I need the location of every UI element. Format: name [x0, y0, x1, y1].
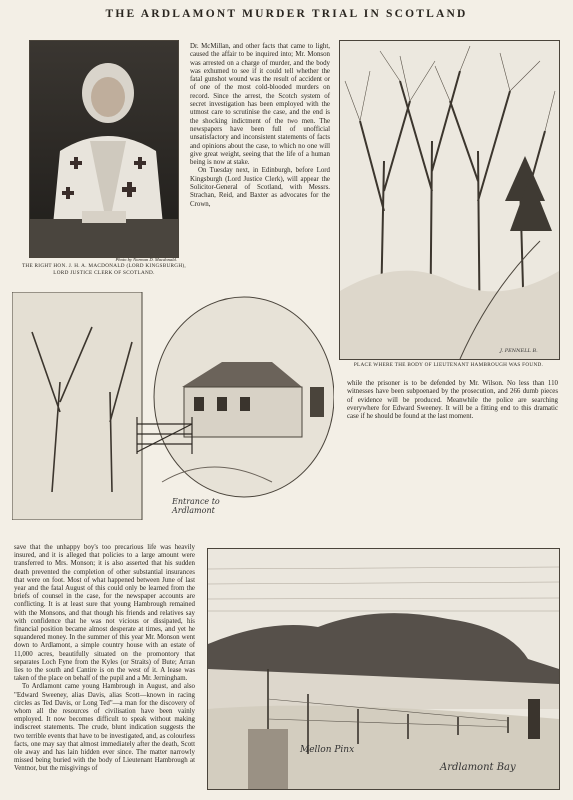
paragraph: save that the unhappy boy's too precarious life was heavily insured, and it is alleged that policies to a large amount were transferred to Mrs. Monson; it is also asserted that his sudden death prevented the completion of other substantial insurances that were on foot. Most of what happened between June of last year and the fatal August of this could only be learned from the briefs of counsel in the case, for the newspaper accounts are conflicting. It is at least sure that young Hambrough remained with the Monsons, and that though his friends and relatives say with confidence that he was not vicious or dissipated, his financial position became almost desperate at times, and yet he squandered money. In the summer of this year Mr. Monson went down to Ardlamont, a simple country house with an estate of 11,000 acres, beautifully situated on the promontory that separates Loch Fyne from the Kyles (or Straits) of Bute; Arran lies to the south and Cantire is on the west of it. A lease was taken of the place on behalf of the pupil and a Mr. Jerningham. — [14, 544, 195, 683]
bay-signature: Ardlamont Bay — [440, 762, 516, 773]
text-column-top — [190, 43, 330, 209]
portrait-caption-line2: LORD JUSTICE CLERK OF SCOTLAND. — [53, 270, 155, 276]
paragraph: while the prisoner is to be defended by Mr. Wilson. No less than 110 witnesses have been subpoenaed by the prosecution, and 266 dumb pieces of evidence will be produced. Meanwhile the police are searching everywhere for Edward Sweeney. It will be a fitting end to this dramatic case if he should be found at the last moment. — [347, 380, 558, 421]
entrance-illustration — [12, 292, 334, 520]
portrait-caption-line1: THE RIGHT HON. J. H. A. MACDONALD (LORD KINGSBURGH), — [21, 263, 187, 269]
trees-signature: J. PENNELL B. — [500, 348, 538, 354]
trees-caption: PLACE WHERE THE BODY OF LIEUTENANT HAMBROUGH WAS FOUND. — [353, 362, 544, 368]
portrait-credit: Photo by Norman D. Macdonald. — [115, 257, 177, 262]
bay-illustration — [207, 548, 560, 790]
entrance-signature: Entrance to Ardlamont — [172, 497, 220, 515]
portrait-illustration — [29, 40, 179, 258]
portrait-caption — [14, 263, 194, 277]
paragraph: To Ardlamont came young Hambrough in August, and also "Edward Sweeney, alias Davis, alias Scott—known in racing circles as Ted Davis, or Long Ted"—a man for the discovery of whom all the resources of civilisation have been vainly employed. It now becomes difficult to speak without making indiscreet statements. The crude, blunt indication suggests the two terrible events that have to be investigated, and, as colourless facts, one may say that almost immediately after the death, Scott ole away and has lain hidden ever since. The matter narrowly missed being buried with the body of Lieutenant Hambrough at Ventnor, but the misgivings of — [14, 683, 195, 773]
text-column-middle — [347, 380, 558, 421]
page-title: THE ARDLAMONT MURDER TRIAL IN SCOTLAND — [105, 8, 468, 20]
bay-artist-signature: Mellon Pinx — [300, 745, 355, 755]
paragraph: On Tuesday next, in Edinburgh, before Lord Kingsburgh (Lord Justice Clerk), will appear the Solicitor-General of Scotland, with Messrs. Strachan, Reid, and Baxter as advocates for the Crown, — [190, 167, 330, 208]
paragraph: Dr. McMillan, and other facts that came to light, caused the affair to be inquired into; Mr. Monson was arrested on a charge of murder, and the body was exhumed to see if it could tell whether the fatal gunshot wound was the result of accident or of one of the most cold-blooded murders on record. Since the arrest, the Scotch system of secret investigation has been employed with the utmost care to scrutinise the case, and the end is the shocking indictment of the two men. The newspapers have been full of unofficial unsatisfactory and inconsistent statements of facts and opinions about the case, to which no one will give great weight, seeing that the life of a human being is now at stake. — [190, 43, 330, 167]
trees-illustration — [339, 40, 560, 360]
text-column-bottom — [14, 544, 195, 774]
